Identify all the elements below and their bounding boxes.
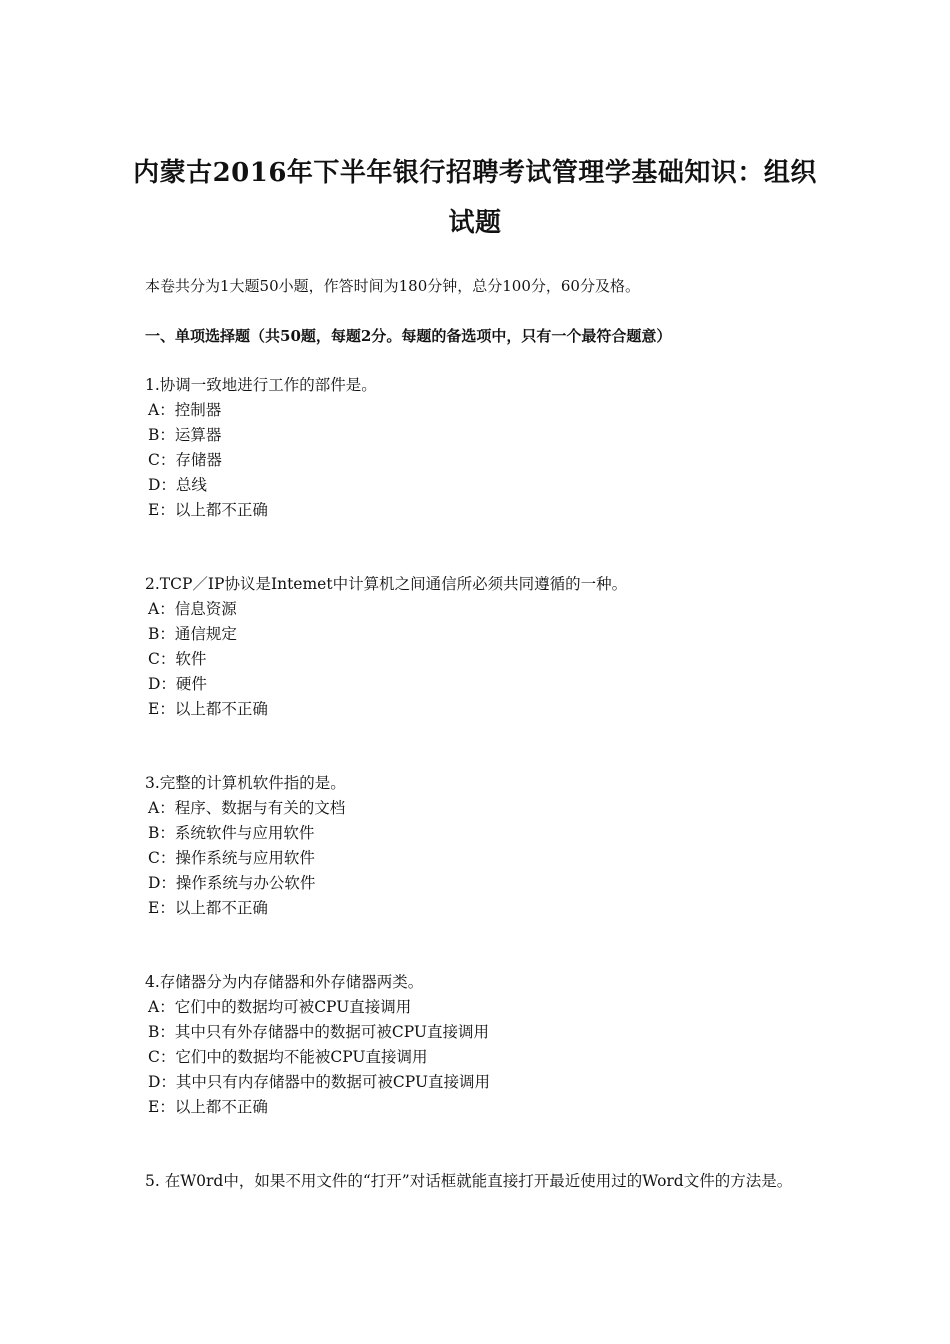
option-c: C：存储器 [148,451,222,469]
option-c: C：操作系统与应用软件 [148,849,315,867]
question-2 [145,572,810,722]
option-a: A：程序、数据与有关的文档 [148,799,346,817]
option-b: B：运算器 [148,426,222,444]
option-e: E：以上都不正确 [148,700,268,718]
question-text: 3.完整的计算机软件指的是。 [145,774,346,792]
option-e: E：以上都不正确 [148,899,268,917]
option-a: A：控制器 [148,401,222,419]
question-text: 5. 在W0rd中，如果不用文件的“打开”对话框就能直接打开最近使用过的Word文件的方法是。 [145,1172,793,1190]
exam-intro: 本卷共分为1大题50小题，作答时间为180分钟，总分100分，60分及格。 [145,277,640,295]
option-c: C：软件 [148,650,207,668]
question-3 [145,771,810,921]
option-b: B：其中只有外存储器中的数据可被CPU直接调用 [148,1023,489,1041]
question-text: 2.TCP／IP协议是Intemet中计算机之间通信所必须共同遵循的一种。 [145,575,628,593]
option-b: B：系统软件与应用软件 [148,824,315,842]
question-4 [145,970,810,1120]
option-e: E：以上都不正确 [148,501,268,519]
option-d: D：其中只有内存储器中的数据可被CPU直接调用 [148,1073,491,1091]
question-1 [145,373,810,523]
option-d: D：操作系统与办公软件 [148,874,316,892]
option-e: E：以上都不正确 [148,1098,268,1116]
document-title: 内蒙古2016年下半年银行招聘考试管理学基础知识：组织试题 [133,158,817,238]
option-d: D：总线 [148,476,207,494]
option-a: A：它们中的数据均可被CPU直接调用 [148,998,412,1016]
option-b: B：通信规定 [148,625,237,643]
option-d: D：硬件 [148,675,207,693]
question-5 [145,1169,810,1194]
question-text: 1.协调一致地进行工作的部件是。 [145,376,377,394]
option-c: C：它们中的数据均不能被CPU直接调用 [148,1048,428,1066]
section-heading: 一、单项选择题（共50题，每题2分。每题的备选项中，只有一个最符合题意） [145,327,672,345]
question-text: 4.存储器分为内存储器和外存储器两类。 [145,973,424,991]
option-a: A：信息资源 [148,600,237,618]
